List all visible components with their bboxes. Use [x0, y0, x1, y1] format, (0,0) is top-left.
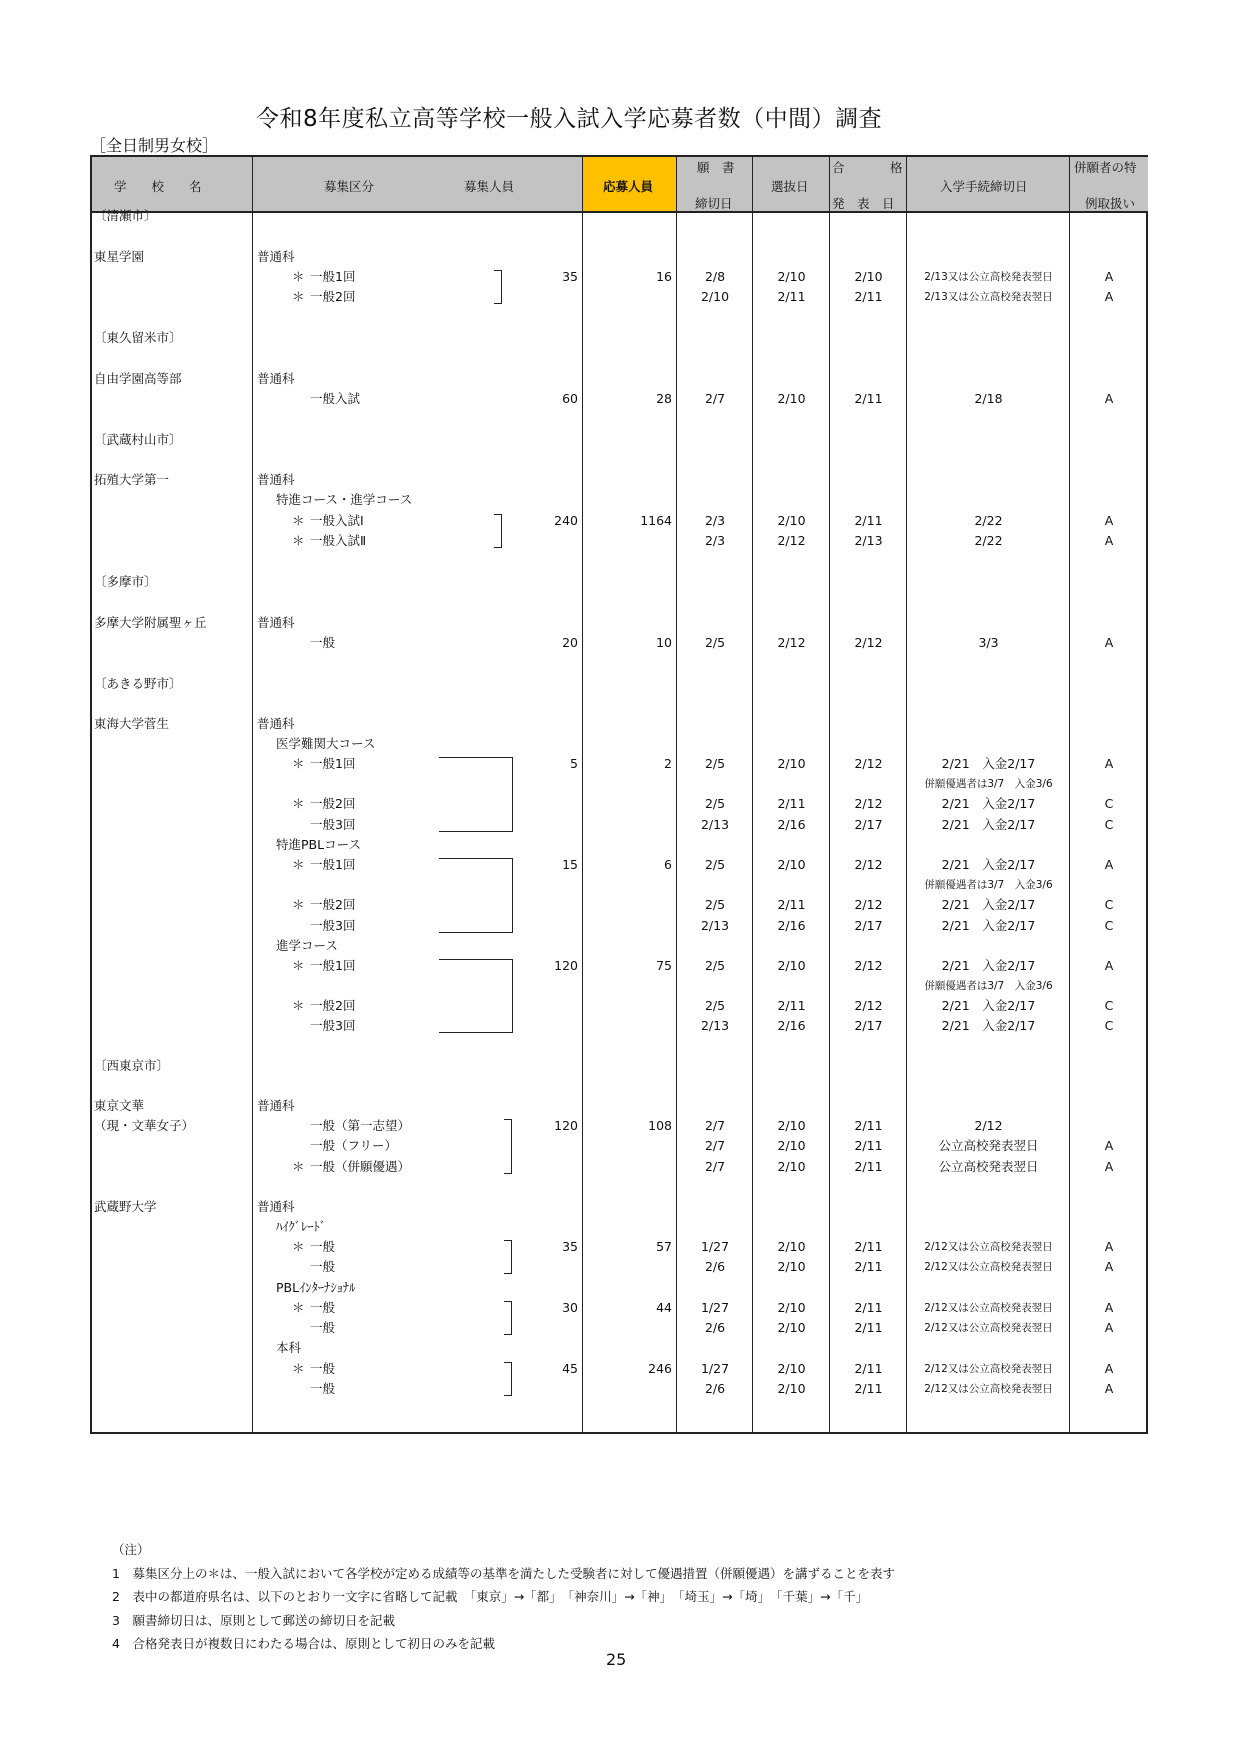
deadline-value: 1/27 — [700, 1239, 730, 1254]
school-name: 武蔵野大学 — [94, 1199, 157, 1214]
region-label: 〔清瀬市〕 — [94, 208, 157, 223]
exam-name: 一般1回 — [310, 857, 356, 872]
applicants-value: 44 — [656, 1300, 672, 1315]
special-value: A — [1104, 1361, 1114, 1376]
announce-value: 2/11 — [854, 1381, 883, 1396]
deadline-value: 2/5 — [704, 958, 726, 973]
procedure-value: 2/21 入金2/17 — [941, 796, 1036, 811]
exam-name: 一般3回 — [310, 918, 356, 933]
exam-name: 一般 — [310, 635, 336, 650]
capacity-value: 45 — [562, 1361, 578, 1376]
school-name: 自由学園高等部 — [94, 371, 182, 386]
exam-name: 一般入試 — [310, 391, 361, 406]
exam-name: 一般2回 — [310, 796, 356, 811]
applicants-value: 16 — [656, 269, 672, 284]
deadline-value: 2/5 — [704, 857, 726, 872]
footnote-3: 3 願書締切日は、原則として郵送の締切日を記載 — [112, 1613, 395, 1628]
procedure-value: 2/21 入金2/17 — [941, 1018, 1036, 1033]
deadline-value: 2/5 — [704, 897, 726, 912]
special-value: C — [1104, 998, 1114, 1013]
deadline-value: 2/3 — [704, 513, 726, 528]
school-name: 東海大学菅生 — [94, 716, 170, 731]
selection-value: 2/16 — [777, 1018, 806, 1033]
group-bracket — [494, 514, 502, 548]
preferential-mark: ＊ — [292, 857, 305, 872]
selection-value: 2/10 — [777, 513, 806, 528]
announce-value: 2/11 — [854, 289, 883, 304]
column-divider — [582, 157, 583, 1432]
school-name: 東京文華 — [94, 1098, 145, 1113]
capacity-value: 30 — [562, 1300, 578, 1315]
announce-value: 2/12 — [854, 998, 883, 1013]
announce-value: 2/12 — [854, 857, 883, 872]
division-label: 特進コース・進学コース — [276, 492, 413, 507]
exam-name: 一般（フリー） — [310, 1138, 398, 1153]
procedure-value: 2/12 — [974, 1118, 1003, 1133]
procedure-value: 2/21 入金2/17 — [941, 857, 1036, 872]
preferential-mark: ＊ — [292, 513, 305, 528]
exam-name: 一般（併願優遇） — [310, 1159, 411, 1174]
header-special-bottom: 例取扱い — [1085, 196, 1136, 211]
selection-value: 2/10 — [777, 1118, 806, 1133]
exam-name: 一般3回 — [310, 817, 356, 832]
special-value: A — [1104, 391, 1114, 406]
announce-value: 2/12 — [854, 756, 883, 771]
deadline-value: 2/5 — [704, 998, 726, 1013]
selection-value: 2/10 — [777, 1239, 806, 1254]
school-type-label: ［全日制男女校］ — [90, 136, 219, 155]
announce-value: 2/11 — [854, 1239, 883, 1254]
special-value: A — [1104, 958, 1114, 973]
group-bracket — [504, 1362, 512, 1396]
division-label: 普通科 — [257, 472, 295, 487]
announce-value: 2/11 — [854, 1300, 883, 1315]
group-bracket — [504, 1301, 512, 1335]
group-bracket — [504, 1240, 512, 1274]
deadline-value: 2/7 — [704, 1159, 726, 1174]
footnote-2: 2 表中の都道府県名は、以下のとおり一文字に省略して記載 「東京」→「都」 「神奈川」→「神」 「埼玉」→「埼」 「千葉」→「千」 — [112, 1589, 869, 1604]
special-value: A — [1104, 1239, 1114, 1254]
region-label: 〔西東京市〕 — [94, 1058, 170, 1073]
deadline-value: 2/5 — [704, 756, 726, 771]
procedure-value: 2/12又は公立高校発表翌日 — [924, 1363, 1053, 1375]
preferential-mark: ＊ — [292, 998, 305, 1013]
header-division — [253, 157, 583, 213]
special-value: A — [1104, 269, 1114, 284]
applicants-value: 246 — [648, 1361, 672, 1376]
exam-name: 一般入試Ⅰ — [310, 513, 364, 528]
announce-value: 2/11 — [854, 1138, 883, 1153]
selection-value: 2/10 — [777, 1381, 806, 1396]
procedure-value: 2/22 — [974, 533, 1003, 548]
preferential-mark: ＊ — [292, 269, 305, 284]
exam-name: 一般2回 — [310, 289, 356, 304]
deadline-value: 2/13 — [700, 918, 730, 933]
deadline-value: 2/6 — [704, 1320, 726, 1335]
deadline-value: 2/7 — [704, 1118, 726, 1133]
footnote-1: 1 募集区分上の＊は、一般入試において各学校が定める成績等の基準を満たした受験者に対して優遇措置（併願優遇）を講ずることを表す — [112, 1566, 895, 1581]
division-label: ﾊｲｸﾞﾚｰﾄﾞ — [276, 1219, 327, 1234]
header-announce-top-left: 合 — [832, 160, 845, 175]
division-label: 進学コース — [276, 938, 338, 953]
deadline-value: 1/27 — [700, 1300, 730, 1315]
capacity-value: 15 — [562, 857, 578, 872]
school-name: 多摩大学附属聖ヶ丘 — [94, 615, 207, 630]
selection-value: 2/11 — [777, 897, 806, 912]
procedure-value: 2/22 — [974, 513, 1003, 528]
division-label: 医学難関大コース — [276, 736, 376, 751]
applicants-table — [90, 155, 1148, 1434]
preferential-mark: ＊ — [292, 958, 305, 973]
capacity-value: 120 — [554, 958, 578, 973]
announce-value: 2/11 — [854, 1159, 883, 1174]
procedure-value: 2/21 入金2/17 — [941, 998, 1036, 1013]
group-bracket — [504, 1119, 512, 1174]
selection-value: 2/10 — [777, 1361, 806, 1376]
special-value: A — [1104, 1320, 1114, 1335]
column-divider — [252, 157, 253, 1432]
region-label: 〔武蔵村山市〕 — [94, 432, 182, 447]
header-capacity-label: 募集人員 — [464, 179, 515, 194]
selection-value: 2/10 — [777, 269, 806, 284]
division-label: PBLｲﾝﾀｰﾅｼｮﾅﾙ — [276, 1280, 356, 1295]
special-value: A — [1104, 1159, 1114, 1174]
announce-value: 2/17 — [854, 817, 883, 832]
division-label: 普通科 — [257, 615, 295, 630]
applicants-value: 10 — [656, 635, 672, 650]
procedure-value: 併願優遇者は3/7 入金3/6 — [924, 879, 1053, 891]
capacity-value: 120 — [554, 1118, 578, 1133]
page-number: 25 — [606, 1650, 627, 1669]
deadline-value: 2/7 — [704, 391, 726, 406]
header-deadline-top: 願 書 — [697, 160, 735, 175]
special-value: A — [1104, 1259, 1114, 1274]
preferential-mark: ＊ — [292, 1239, 305, 1254]
region-label: 〔多摩市〕 — [94, 574, 157, 589]
division-label: 普通科 — [257, 371, 295, 386]
school-name: （現・文華女子） — [94, 1118, 195, 1133]
announce-value: 2/11 — [854, 1320, 883, 1335]
announce-value: 2/12 — [854, 796, 883, 811]
selection-value: 2/10 — [777, 391, 806, 406]
region-label: 〔東久留米市〕 — [94, 330, 182, 345]
procedure-value: 2/12又は公立高校発表翌日 — [924, 1383, 1053, 1395]
applicants-value: 108 — [648, 1118, 672, 1133]
preferential-mark: ＊ — [292, 533, 305, 548]
deadline-value: 2/6 — [704, 1381, 726, 1396]
school-name: 東星学園 — [94, 249, 145, 264]
selection-value: 2/10 — [777, 1300, 806, 1315]
header-procedure-label: 入学手続締切日 — [940, 179, 1028, 194]
procedure-value: 2/13又は公立高校発表翌日 — [924, 271, 1053, 283]
header-special-top: 併願者の特 — [1074, 160, 1137, 175]
selection-value: 2/11 — [777, 796, 806, 811]
procedure-value: 2/12又は公立高校発表翌日 — [924, 1322, 1053, 1334]
exam-name: 一般3回 — [310, 1018, 356, 1033]
preferential-mark: ＊ — [292, 756, 305, 771]
exam-name: 一般2回 — [310, 998, 356, 1013]
deadline-value: 2/10 — [700, 289, 730, 304]
header-deadline-bottom: 締切日 — [695, 196, 733, 211]
preferential-mark: ＊ — [292, 897, 305, 912]
applicants-value: 57 — [656, 1239, 672, 1254]
applicants-value: 1164 — [640, 513, 672, 528]
applicants-value: 75 — [656, 958, 672, 973]
header-announce-top-right: 格 — [890, 160, 903, 175]
capacity-value: 240 — [554, 513, 578, 528]
special-value: A — [1104, 513, 1114, 528]
group-bracket — [494, 270, 502, 304]
capacity-value: 35 — [562, 1239, 578, 1254]
announce-value: 2/10 — [854, 269, 883, 284]
special-value: C — [1104, 796, 1114, 811]
exam-name: 一般1回 — [310, 756, 356, 771]
division-label: 普通科 — [257, 249, 295, 264]
capacity-value: 35 — [562, 269, 578, 284]
deadline-value: 2/13 — [700, 817, 730, 832]
header-division-label: 募集区分 — [324, 179, 375, 194]
procedure-value: 公立高校発表翌日 — [938, 1159, 1039, 1174]
procedure-value: 3/3 — [978, 635, 999, 650]
selection-value: 2/10 — [777, 1138, 806, 1153]
announce-value: 2/12 — [854, 958, 883, 973]
exam-name: 一般 — [310, 1239, 336, 1254]
selection-value: 2/10 — [777, 756, 806, 771]
school-name: 拓殖大学第一 — [94, 472, 170, 487]
special-value: C — [1104, 918, 1114, 933]
header-applicants-label: 応募人員 — [603, 179, 654, 194]
deadline-value: 2/5 — [704, 796, 726, 811]
deadline-value: 2/6 — [704, 1259, 726, 1274]
selection-value: 2/10 — [777, 1320, 806, 1335]
applicants-value: 2 — [664, 756, 672, 771]
division-label: 普通科 — [257, 716, 295, 731]
announce-value: 2/11 — [854, 1118, 883, 1133]
selection-value: 2/10 — [777, 1159, 806, 1174]
procedure-value: 2/21 入金2/17 — [941, 897, 1036, 912]
exam-name: 一般（第一志望） — [310, 1118, 411, 1133]
exam-name: 一般 — [310, 1361, 336, 1376]
capacity-value: 20 — [562, 635, 578, 650]
procedure-value: 公立高校発表翌日 — [938, 1138, 1039, 1153]
footnote-4: 4 合格発表日が複数日にわたる場合は、原則として初日のみを記載 — [112, 1636, 495, 1651]
region-label: 〔あきる野市〕 — [94, 676, 182, 691]
deadline-value: 2/8 — [704, 269, 726, 284]
preferential-mark: ＊ — [292, 289, 305, 304]
procedure-value: 2/12又は公立高校発表翌日 — [924, 1241, 1053, 1253]
procedure-value: 2/12又は公立高校発表翌日 — [924, 1261, 1053, 1273]
exam-name: 一般1回 — [310, 269, 356, 284]
exam-name: 一般 — [310, 1259, 336, 1274]
header-selection-label: 選抜日 — [771, 179, 809, 194]
procedure-value: 併願優遇者は3/7 入金3/6 — [924, 980, 1053, 992]
announce-value: 2/12 — [854, 635, 883, 650]
exam-name: 一般2回 — [310, 897, 356, 912]
special-value: C — [1104, 897, 1114, 912]
footnote-heading: （注） — [112, 1542, 150, 1557]
selection-value: 2/16 — [777, 817, 806, 832]
selection-value: 2/10 — [777, 857, 806, 872]
procedure-value: 2/18 — [974, 391, 1003, 406]
special-value: C — [1104, 1018, 1114, 1033]
deadline-value: 2/7 — [704, 1138, 726, 1153]
special-value: A — [1104, 533, 1114, 548]
division-label: 本科 — [276, 1340, 302, 1355]
preferential-mark: ＊ — [292, 796, 305, 811]
procedure-value: 2/21 入金2/17 — [941, 918, 1036, 933]
special-value: A — [1104, 635, 1114, 650]
division-label: 普通科 — [257, 1098, 295, 1113]
deadline-value: 2/13 — [700, 1018, 730, 1033]
announce-value: 2/12 — [854, 897, 883, 912]
special-value: A — [1104, 1381, 1114, 1396]
exam-name: 一般入試Ⅱ — [310, 533, 367, 548]
announce-value: 2/11 — [854, 391, 883, 406]
page-title: 令和8年度私立高等学校一般入試入学応募者数（中間）調査 — [256, 106, 883, 132]
group-bracket — [439, 757, 513, 832]
applicants-value: 6 — [664, 857, 672, 872]
header-school-label: 学 校 名 — [114, 179, 202, 194]
exam-name: 一般1回 — [310, 958, 356, 973]
group-bracket — [439, 959, 513, 1033]
applicants-value: 28 — [656, 391, 672, 406]
announce-value: 2/17 — [854, 918, 883, 933]
procedure-value: 2/21 入金2/17 — [941, 958, 1036, 973]
selection-value: 2/10 — [777, 1259, 806, 1274]
special-value: A — [1104, 1300, 1114, 1315]
announce-value: 2/11 — [854, 1361, 883, 1376]
capacity-value: 5 — [570, 756, 578, 771]
division-label: 普通科 — [257, 1199, 295, 1214]
procedure-value: 併願優遇者は3/7 入金3/6 — [924, 778, 1053, 790]
preferential-mark: ＊ — [292, 1300, 305, 1315]
exam-name: 一般 — [310, 1381, 336, 1396]
procedure-value: 2/21 入金2/17 — [941, 756, 1036, 771]
announce-value: 2/13 — [854, 533, 883, 548]
special-value: A — [1104, 1138, 1114, 1153]
group-bracket — [439, 858, 513, 933]
preferential-mark: ＊ — [292, 1159, 305, 1174]
special-value: A — [1104, 289, 1114, 304]
procedure-value: 2/21 入金2/17 — [941, 817, 1036, 832]
selection-value: 2/12 — [777, 533, 806, 548]
special-value: A — [1104, 756, 1114, 771]
special-value: A — [1104, 857, 1114, 872]
procedure-value: 2/13又は公立高校発表翌日 — [924, 291, 1053, 303]
capacity-value: 60 — [562, 391, 578, 406]
selection-value: 2/11 — [777, 289, 806, 304]
division-label: 特進PBLコース — [276, 837, 361, 852]
deadline-value: 1/27 — [700, 1361, 730, 1376]
selection-value: 2/11 — [777, 998, 806, 1013]
announce-value: 2/11 — [854, 513, 883, 528]
exam-name: 一般 — [310, 1300, 336, 1315]
selection-value: 2/12 — [777, 635, 806, 650]
special-value: C — [1104, 817, 1114, 832]
announce-value: 2/17 — [854, 1018, 883, 1033]
deadline-value: 2/3 — [704, 533, 726, 548]
selection-value: 2/10 — [777, 958, 806, 973]
deadline-value: 2/5 — [704, 635, 726, 650]
header-announce-bottom: 発 表 日 — [832, 196, 895, 211]
procedure-value: 2/12又は公立高校発表翌日 — [924, 1302, 1053, 1314]
announce-value: 2/11 — [854, 1259, 883, 1274]
preferential-mark: ＊ — [292, 1361, 305, 1376]
selection-value: 2/16 — [777, 918, 806, 933]
exam-name: 一般 — [310, 1320, 336, 1335]
